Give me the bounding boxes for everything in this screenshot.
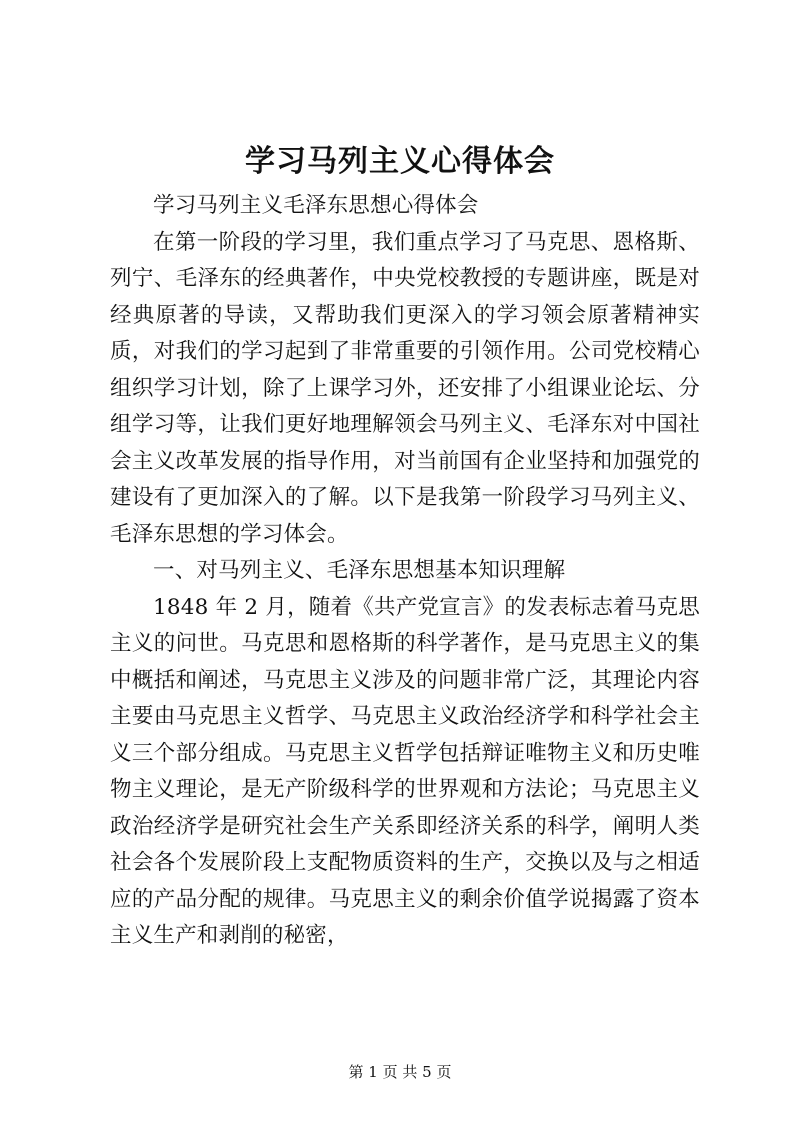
subtitle-paragraph: 学习马列主义毛泽东思想心得体会	[153, 193, 479, 218]
section-heading: 一、对马列主义、毛泽东思想基本知识理解	[153, 558, 566, 583]
document-body	[110, 188, 700, 955]
document-title: 学习马列主义心得体会	[245, 144, 555, 179]
page-number-footer: 第 1 页 共 5 页	[348, 1063, 452, 1081]
body-paragraph: 1848 年 2 月，随着《共产党宣言》的发表标志着马克思主义的问世。马克思和恩格斯的科学著作，是马克思主义的集中概括和阐述，马克思主义涉及的问题非常广泛，其理论内容主要由马克思主义哲学、马克思主义政治经济学和科学社会主义三个部分组成。马克思主义哲学包括辩证唯物主义和历史唯物主义理论，是无产阶级科学的世界观和方法论；马克思主义政治经济学是研究社会生产关系即经济关系的科学，阐明人类社会各个发展阶段上支配物质资料的生产，交换以及与之相适应的产品分配的规律。马克思主义的剩余价值学说揭露了资本主义生产和剥削的秘密，	[110, 594, 700, 948]
intro-paragraph: 在第一阶段的学习里，我们重点学习了马克思、恩格斯、列宁、毛泽东的经典著作，中央党校教授的专题讲座，既是对经典原著的导读，又帮助我们更深入的学习领会原著精神实质，对我们的学习起到了非常重要的引领作用。公司党校精心组织学习计划，除了上课学习外，还安排了小组课业论坛、分组学习等，让我们更好地理解领会马列主义、毛泽东对中国社会主义改革发展的指导作用，对当前国有企业坚持和加强党的建设有了更加深入的了解。以下是我第一阶段学习马列主义、毛泽东思想的学习体会。	[110, 229, 700, 547]
